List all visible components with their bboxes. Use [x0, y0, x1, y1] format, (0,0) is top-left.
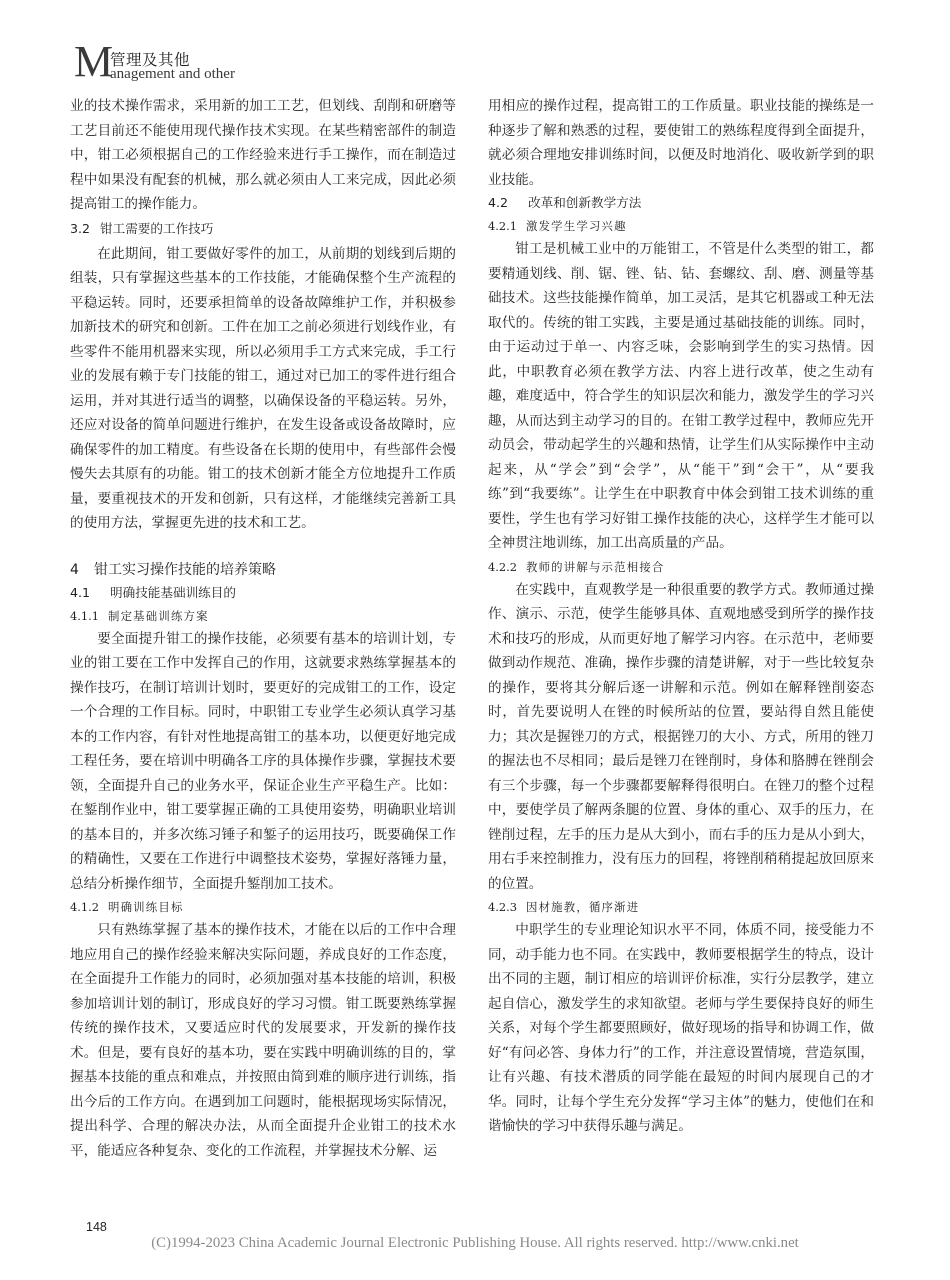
section-number: 4.2 [488, 195, 509, 210]
section-heading-4-1-1 [70, 605, 456, 627]
paragraph-4-2-1: 钳工是机械工业中的万能钳工，不管是什么类型的钳工，都要精通划线、削、锯、锉、钻、钻、套螺纹、刮、磨、测量等基础技术。这些技能操作简单，加工灵活，是其它机器或工种无法取代的。传统的钳工实践，主要是通过基础技能的训练。同时，由于运动过于单一、内容乏味，会影响到学生的实习热情。因此，中职教育必须在教学方法、内容上进行改革，使之生动有趣，难度适中，符合学生的知识层次和能力，激发学生的学习兴趣，从而达到主动学习的目的。在钳工教学过程中，教师应先开动员会，带动起学生的兴趣和热情，让学生们从实际操作中主动起来，从“学会”到“会学”，从“能干”到“会干”，从“要我练”到“我要练”。让学生在中职教育中体会到钳工技术训练的重要性，学生也有学习好钳工操作技能的决心，这样学生才能可以全神贯注地训练，加工出高质量的产品。 [488, 241, 874, 551]
section-heading-4-2-2 [488, 556, 874, 578]
header-logo-letter: M [74, 37, 114, 86]
section-number: 4 [70, 561, 79, 578]
paragraph-4-2-3: 中职学生的专业理论知识水平不同，体质不同，接受能力不同，动手能力也不同。在实践中，教师要根据学生的特点，设计出不同的主题，制订相应的培训评价标准，实行分层教学，建立起自信心，激发学生的求知欲望。老师与学生要保持良好的师生关系，对每个学生都要照顾好，做好现场的指导和协调工作，做好“有问必答、身体力行”的工作，并注意设置情境，营造氛围，让有兴趣、有技术潜质的同学能在最短的时间内展现自己的才华。同时，让每个学生充分发挥“学习主体”的魅力，使他们在和谐愉快的学习中获得乐趣与满足。 [488, 922, 874, 1134]
copyright-footer: (C)1994-2023 China Academic Journal Electronic Publishing House. All rights reserved. http://www.cnki.net [151, 1235, 799, 1251]
section-heading-4-2-1 [488, 215, 874, 237]
section-heading-4-1 [70, 582, 456, 603]
section-number: 4.2.3 [488, 900, 517, 914]
running-header [74, 37, 894, 86]
section-number: 4.1.1 [70, 608, 99, 623]
section-title: 钳工实习操作技能的培养策略 [94, 561, 276, 578]
section-title: 钳工需要的工作技巧 [100, 220, 214, 236]
section-title: 改革和创新教学方法 [528, 195, 642, 210]
section-heading-4 [70, 558, 456, 582]
paragraph-intro-right: 用相应的操作过程，提高钳工的工作质量。职业技能的操练是一种逐步了解和熟悉的过程，要使钳工的熟练程度得到全面提升，就必须合理地安排训练时间，以便及时地消化、吸收新学到的职业技能。 [488, 98, 874, 188]
section-number: 3.2 [70, 220, 91, 236]
section-title: 制定基础训练方案 [108, 608, 209, 623]
section-number: 4.1 [70, 584, 91, 600]
paragraph-intro-left: 业的技术操作需求，采用新的加工工艺，但划线、刮削和研磨等工艺目前还不能使用现代操作技术实现。在某些精密部件的制造中，钳工必须根据自己的工作经验来进行手工操作，而在制造过程中如果没有配套的机械，那么就必须由人工来完成，因此必须提高钳工的操作能力。 [70, 98, 456, 212]
section-number: 4.2.1 [488, 219, 517, 233]
section-title: 明确训练目标 [108, 900, 184, 914]
section-heading-3-2 [70, 218, 456, 240]
page-number: 148 [86, 1220, 107, 1234]
paragraph-4-1-1: 要全面提升钳工的操作技能，必须要有基本的培训计划，专业的钳工要在工作中发挥自己的作用，这就要求熟练掌握基本的操作技巧，在制订培训计划时，要更好的完成钳工的工作，设定一个合理的工作目标。同时，中职钳工专业学生必须认真学习基本的工作内容，有针对性地提高钳工的基本功，以便更好地完成工程任务，要在培训中明确各工序的具体操作步骤，掌握技术要领，全面提升自己的业务水平，保证企业生产平稳生产。比如：在錾削作业中，钳工要掌握正确的工具使用姿势，明确职业培训的基本目的，并多次练习锤子和錾子的运用技巧，既要确保工作的精确性，又要在工作进行中调整技术姿势，掌握好落锤力量，总结分析操作细节，全面提升錾削加工技术。 [70, 630, 456, 892]
section-heading-4-2-3 [488, 896, 874, 918]
right-column [488, 94, 874, 1139]
section-heading-4-2 [488, 192, 874, 213]
left-column [70, 94, 456, 1163]
section-title: 明确技能基础训练目的 [110, 584, 236, 600]
section-title: 因材施教，循序渐进 [526, 900, 640, 914]
section-number: 4.2.2 [488, 559, 517, 574]
section-heading-4-1-2 [70, 896, 456, 918]
paragraph-4-2-2: 在实践中，直观教学是一种很重要的教学方式。教师通过操作、演示、示范，使学生能够具体、直观地感受到所学的操作技术和技巧的形成，从而更好地了解学习内容。在示范中，老师要做到动作规范、准确，操作步骤的清楚讲解，对于一些比较复杂的操作，要将其分解后逐一讲解和示范。例如在解释锉削姿态时，首先要说明人在锉的时候所站的位置，要站得自然且能使力；其次是握锉刀的方式，根据锉刀的大小、方式，所用的锉刀的握法也不尽相同；最后是锉刀在锉削时，身体和胳膊在锉削会有三个步骤，每一个步骤都要解释得很明白。在锉刀的整个过程中，要使学员了解两条腿的位置、身体的重心、双手的压力，在锉削过程，左手的压力是从大到小，而右手的压力是从小到大，用右手来控制推力，没有压力的回程，将锉削稍稍提起放回原来的位置。 [488, 581, 874, 892]
section-title: 教师的讲解与示范相接合 [526, 559, 665, 574]
paragraph-3-2: 在此期间，钳工要做好零件的加工，从前期的划线到后期的组装，只有掌握这些基本的工作技能，才能确保整个生产流程的平稳运转。同时，还要承担简单的设备故障维护工作，并积极参加新技术的研究和创新。工件在加工之前必须进行划线作业，有些零件不能用机器来实现，所以必须用手工方式来完成，手工行业的发展有赖于专门技能的钳工，通过对已加工的零件进行组合运用，并对其进行适当的调整，以确保设备的平稳运转。另外，还应对设备的简单问题进行维护，在发生设备或设备故障时，应确保零件的加工精度。有些设备在长期的使用中，有些部件会慢慢失去其原有的功能。钳工的技术创新才能全方位地提升工作质量，要重视技术的开发和创新，只有这样，才能继续完善新工具的使用方法，掌握更先进的技术和工艺。 [70, 245, 456, 531]
paragraph-4-1-2: 只有熟练掌握了基本的操作技术，才能在以后的工作中合理地应用自己的操作经验来解决实际问题，养成良好的工作态度，在全面提升工作能力的同时，必须加强对基本技能的培训，积极参加培训计划的制订，形成良好的学习习惯。钳工既要熟练掌握传统的操作技术，又要适应时代的发展要求，开发新的操作技术。但是，要有良好的基本功，要在实践中明确训练的目的，掌握基本技能的重点和难点，并按照由简到难的顺序进行训练，指出今后的工作方向。在遇到加工问题时，能根据现场实际情况，提出科学、合理的解决办法，从而全面提升企业钳工的技术水平，能适应各种复杂、变化的工作流程，并掌握技术分解、运 [70, 922, 456, 1159]
header-chinese-title: 管理及其他 [110, 51, 191, 69]
header-english-title: anagement and other [110, 66, 235, 82]
section-title: 激发学生学习兴趣 [526, 219, 627, 233]
section-number: 4.1.2 [70, 900, 99, 914]
